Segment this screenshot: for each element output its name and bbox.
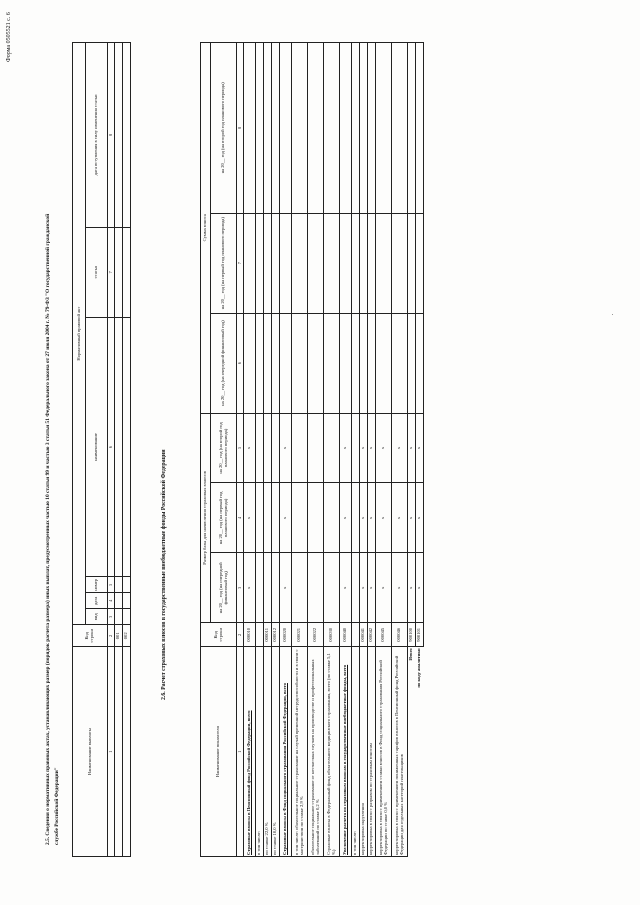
sum-cell xyxy=(264,313,272,413)
base-cell xyxy=(324,483,340,553)
base-cell: х xyxy=(376,483,392,553)
row-code: 002 xyxy=(123,625,131,647)
sum-cell xyxy=(352,313,360,413)
row-code: 000020 xyxy=(280,623,292,647)
col-number: 8 xyxy=(237,43,244,214)
row-code: 000022 xyxy=(308,623,324,647)
base-cell xyxy=(292,413,308,483)
col-header-type: вид xyxy=(86,609,108,625)
form-number: Форма 0505521 с. 6 xyxy=(6,12,12,62)
section-25-title-cont: службе Российской Федерации" xyxy=(54,767,60,845)
sum-cell xyxy=(292,213,308,313)
sum-cell xyxy=(324,43,340,214)
col-number: 4 xyxy=(237,483,244,553)
base-cell xyxy=(292,483,308,553)
base-cell xyxy=(292,553,308,623)
row-name: корректировка округления xyxy=(360,647,368,857)
section-26-title: 2.6. Расчет страховых взносов в государственные внебюджетные фонды Российской Федерации xyxy=(161,449,167,700)
row-name: Страховые взносы в Фонд социального страхования Российской Федерации, всего xyxy=(280,647,292,857)
col-header-code: Код строки xyxy=(201,623,237,647)
table-row xyxy=(256,43,264,857)
base-cell: х xyxy=(340,413,352,483)
row-name: корректировка в связи с разрывом по страховым взносам xyxy=(368,647,376,857)
base-cell: х xyxy=(340,483,352,553)
col-number: 2 xyxy=(237,623,244,647)
base-cell xyxy=(256,413,264,483)
table-row xyxy=(376,43,392,857)
base-cell: х xyxy=(408,413,416,483)
row-code: 000041 xyxy=(360,623,368,647)
base-cell: х xyxy=(368,553,376,623)
col-number: 4 xyxy=(108,593,115,609)
total-label: по коду аналитики xyxy=(416,648,422,688)
sum-cell xyxy=(360,213,368,313)
table-row xyxy=(352,43,360,857)
row-code: 000021 xyxy=(292,623,308,647)
sum-cell xyxy=(244,313,256,413)
base-cell: х xyxy=(416,553,424,623)
col-header-base: Размер базы для начисления страховых взносов xyxy=(201,413,211,623)
base-cell: х xyxy=(340,553,352,623)
base-cell xyxy=(264,413,272,483)
base-cell: х xyxy=(360,483,368,553)
col-number: 1 xyxy=(237,647,244,857)
col-number: 7 xyxy=(108,227,115,317)
sum-cell xyxy=(324,313,340,413)
base-cell: х xyxy=(368,413,376,483)
col-number: 5 xyxy=(237,413,244,483)
base-cell xyxy=(256,483,264,553)
row-code: 000010 xyxy=(244,623,256,647)
base-cell: х xyxy=(416,483,424,553)
section-25-title: 2.5. Сведения о нормативных правовых актах, устанавливающих размер (порядок расчета размера) иных выплат, предусмотренных частью 10 статьи 99 и частью 3 статьи 51 Федерального закона от 27 июля 2004 г. № 79-ФЗ "О государственной гражданской xyxy=(45,213,51,845)
sum-cell xyxy=(392,43,408,214)
sum-cell xyxy=(264,43,272,214)
col-header-date: дата xyxy=(86,593,108,609)
row-name: обязательное социальное страхование от несчастных случаев на производстве и профессиональных заболеваний по ставке 0,2 % xyxy=(308,647,324,857)
row-name: в том числе: обязательное социальное страхование на случай временной нетрудоспособности и в связи с материнством по ставке 2,9 % xyxy=(292,647,308,857)
row-name: Увеличение расчета по страховым взносам в государственные внебюджетные фонды, всего xyxy=(340,647,352,857)
base-cell xyxy=(308,483,324,553)
table-row xyxy=(340,43,352,857)
col-header-year1: на 20__ год (на первый год планового периода) xyxy=(211,213,237,313)
base-cell: х xyxy=(408,553,416,623)
row-name: в том числе: xyxy=(352,647,360,857)
base-cell: х xyxy=(376,553,392,623)
table-row xyxy=(308,43,324,857)
row-name: Страховые взносы в Федеральный фонд обязательного медицинского страхования, всего (по ставке 5,1 %) xyxy=(324,647,340,857)
row-name: корректировка в связи с применением пониженных тарифов взносов в Пенсионный фонд Российской Федерации для отдельных категорий плательщиков xyxy=(392,647,408,857)
table-row xyxy=(264,43,272,857)
base-cell xyxy=(352,483,360,553)
row-name: по ставке 10,0 % xyxy=(272,647,280,857)
base-cell xyxy=(352,553,360,623)
base-cell xyxy=(308,553,324,623)
total-row xyxy=(408,43,416,857)
row-code: 000045 xyxy=(376,623,392,647)
sum-cell xyxy=(392,313,408,413)
row-code: 900101 xyxy=(416,623,424,647)
sum-cell xyxy=(280,43,292,214)
col-header-status-date: дата вступления в силу изменения статьи xyxy=(86,43,108,228)
col-number: 6 xyxy=(237,313,244,413)
table-row xyxy=(244,43,256,857)
sum-cell xyxy=(408,43,416,214)
scan-speck xyxy=(612,314,613,315)
row-name: Страховые взносы в Пенсионный фонд Российской Федерации, всего xyxy=(244,647,256,857)
table-row xyxy=(392,43,408,857)
sum-cell xyxy=(244,43,256,214)
base-cell xyxy=(308,413,324,483)
sum-cell xyxy=(272,313,280,413)
base-cell: х xyxy=(368,483,376,553)
base-cell: х xyxy=(392,483,408,553)
sum-cell xyxy=(340,213,352,313)
base-cell: х xyxy=(244,553,256,623)
table-row xyxy=(123,43,131,857)
sum-cell xyxy=(272,213,280,313)
base-cell: х xyxy=(376,413,392,483)
col-number: 8 xyxy=(108,43,115,228)
sum-cell xyxy=(256,313,264,413)
sum-cell xyxy=(408,213,416,313)
sum-cell xyxy=(352,43,360,214)
table-row xyxy=(272,43,280,857)
col-header-article: статья xyxy=(86,227,108,317)
total-label: Итого xyxy=(408,648,414,661)
col-header-year0: на 20__ год (на очередной финансовый год) xyxy=(211,553,237,623)
sum-cell xyxy=(280,313,292,413)
col-header-code: Код строки xyxy=(73,625,108,647)
row-name: в том числе: xyxy=(256,647,264,857)
base-cell: х xyxy=(408,483,416,553)
table-row xyxy=(280,43,292,857)
sum-cell xyxy=(324,213,340,313)
table-row xyxy=(360,43,368,857)
col-header-sum: Сумма взноса xyxy=(201,43,211,414)
row-code: 000046 xyxy=(392,623,408,647)
row-code: 000042 xyxy=(368,623,376,647)
base-cell xyxy=(264,483,272,553)
base-cell: х xyxy=(360,413,368,483)
sum-cell xyxy=(368,313,376,413)
table-row xyxy=(115,43,123,857)
table-row xyxy=(292,43,308,857)
sum-cell xyxy=(280,213,292,313)
sum-cell xyxy=(256,43,264,214)
base-cell xyxy=(272,553,280,623)
sum-cell xyxy=(308,43,324,214)
sum-cell xyxy=(308,313,324,413)
col-number: 3 xyxy=(237,553,244,623)
sum-cell xyxy=(244,213,256,313)
row-code: 000011 xyxy=(264,623,272,647)
base-cell: х xyxy=(244,413,256,483)
sum-cell xyxy=(376,43,392,214)
sum-cell xyxy=(416,313,424,413)
sum-cell xyxy=(360,43,368,214)
col-header-act: Нормативный правовой акт xyxy=(73,43,86,625)
sum-cell xyxy=(376,213,392,313)
row-code: 900100 xyxy=(408,623,416,647)
col-number: 7 xyxy=(237,213,244,313)
col-header-name: Наименование показателя xyxy=(201,647,237,857)
table-section-26 xyxy=(200,42,424,857)
base-cell: х xyxy=(360,553,368,623)
base-cell xyxy=(352,413,360,483)
col-header-number: номер xyxy=(86,577,108,593)
sum-cell xyxy=(340,43,352,214)
base-cell: х xyxy=(392,553,408,623)
row-name: корректировка в связи с применением ставки взносов в Фонд социального страхования Российской Федерации по ставке 0,0 % xyxy=(376,647,392,857)
col-number: 3 xyxy=(108,609,115,625)
base-cell: х xyxy=(280,413,292,483)
col-number: 5 xyxy=(108,577,115,593)
base-cell xyxy=(272,483,280,553)
sum-cell xyxy=(376,313,392,413)
col-number: 6 xyxy=(108,317,115,577)
sum-cell xyxy=(360,313,368,413)
sum-cell xyxy=(264,213,272,313)
total-row xyxy=(416,43,424,857)
row-code xyxy=(256,623,264,647)
sum-cell xyxy=(416,213,424,313)
base-cell xyxy=(256,553,264,623)
base-cell xyxy=(264,553,272,623)
sum-cell xyxy=(272,43,280,214)
base-cell: х xyxy=(280,483,292,553)
col-header-year0: на 20__ год (на очередной финансовый год) xyxy=(211,313,237,413)
col-number: 2 xyxy=(108,625,115,647)
col-header-name: Наименование выплаты xyxy=(73,647,108,857)
base-cell: х xyxy=(392,413,408,483)
sum-cell xyxy=(256,213,264,313)
row-code: 000030 xyxy=(324,623,340,647)
base-cell xyxy=(324,553,340,623)
row-code xyxy=(352,623,360,647)
col-header-year2: на 20__ год (на второй год планового периода) xyxy=(211,43,237,214)
col-header-year1: на 20__ год (на первый год планового периода) xyxy=(211,483,237,553)
sum-cell xyxy=(392,213,408,313)
sum-cell xyxy=(368,43,376,214)
base-cell: х xyxy=(280,553,292,623)
sum-cell xyxy=(292,43,308,214)
sum-cell xyxy=(408,313,416,413)
base-cell: х xyxy=(416,413,424,483)
base-cell: х xyxy=(244,483,256,553)
row-name: по ставке 22,0 % xyxy=(264,647,272,857)
sum-cell xyxy=(340,313,352,413)
sum-cell xyxy=(352,213,360,313)
sum-cell xyxy=(368,213,376,313)
col-header-year2: на 20__ год (на второй год планового периода) xyxy=(211,413,237,483)
row-code: 000012 xyxy=(272,623,280,647)
col-number: 1 xyxy=(108,647,115,857)
sum-cell xyxy=(292,313,308,413)
sum-cell xyxy=(416,43,424,214)
table-row xyxy=(324,43,340,857)
row-code: 001 xyxy=(115,625,123,647)
sum-cell xyxy=(308,213,324,313)
base-cell xyxy=(272,413,280,483)
table-row xyxy=(368,43,376,857)
table-section-25 xyxy=(72,42,131,857)
row-code: 000040 xyxy=(340,623,352,647)
col-header-act-name: наименование xyxy=(86,317,108,577)
base-cell xyxy=(324,413,340,483)
